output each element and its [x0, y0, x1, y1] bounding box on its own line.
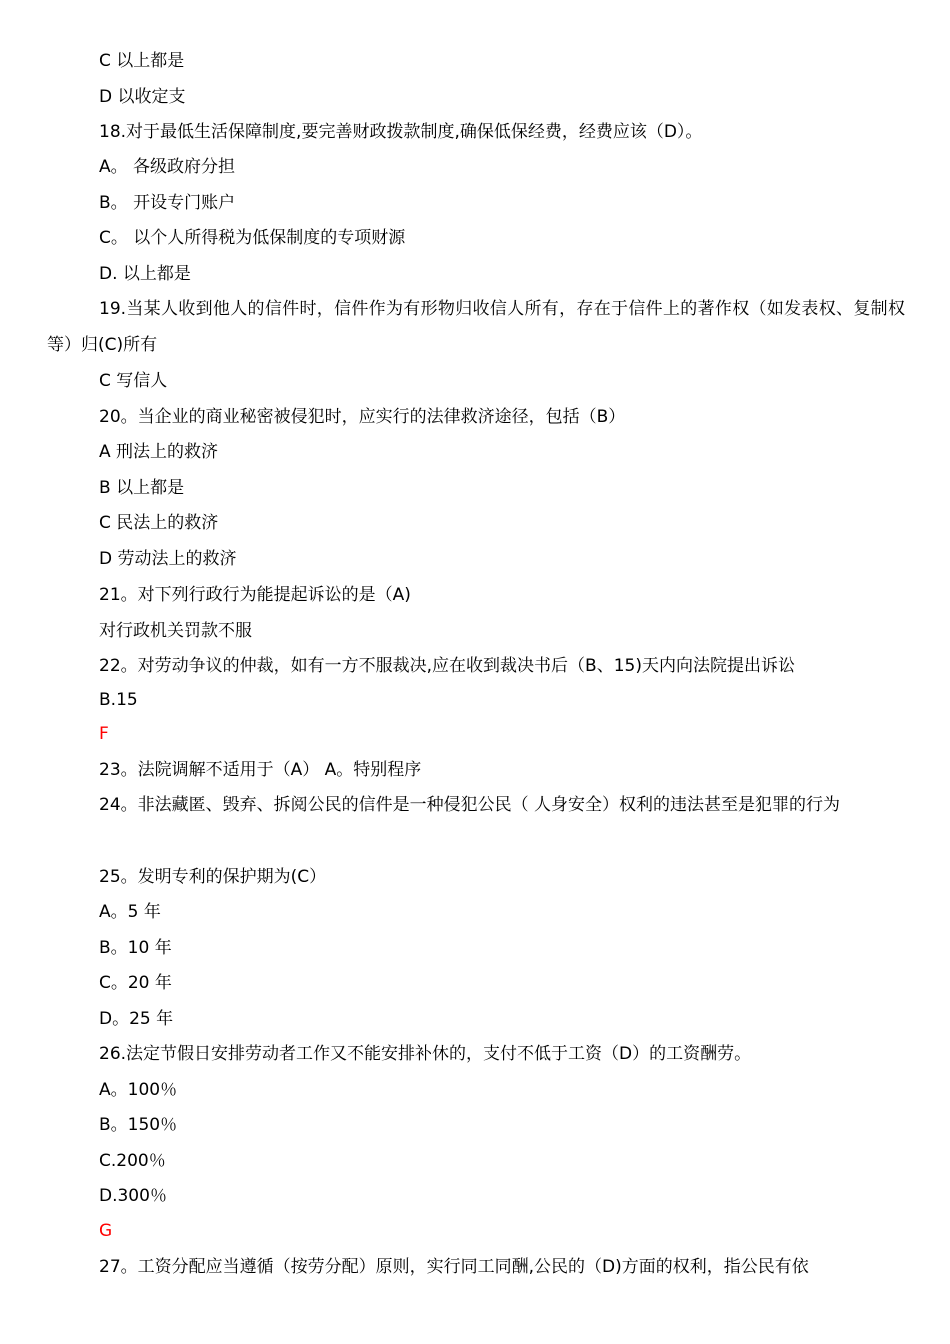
- q22-answer: B.15: [99, 690, 138, 710]
- q19-answer: C 写信人: [99, 371, 168, 391]
- question-25: 25。发明专利的保护期为(C）: [99, 867, 327, 887]
- q18-option-d: D. 以上都是: [99, 264, 191, 284]
- q25-option-a: A。5 年: [99, 902, 161, 922]
- question-20: 20。当企业的商业秘密被侵犯时，应实行的法律救济途径，包括（B）: [99, 407, 626, 427]
- option-d-line: D 以收定支: [99, 87, 186, 107]
- question-27: 27。工资分配应当遵循（按劳分配）原则，实行同工同酬,公民的（D)方面的权利，指公民有依: [99, 1257, 809, 1277]
- q25-option-d: D。25 年: [99, 1009, 174, 1029]
- q18-option-a: A。 各级政府分担: [99, 157, 236, 177]
- q20-option-d: D 劳动法上的救济: [99, 549, 237, 569]
- q18-option-c: C。 以个人所得税为低保制度的专项财源: [99, 228, 406, 248]
- q20-option-b: B 以上都是: [99, 478, 185, 498]
- option-c-line: C 以上都是: [99, 51, 185, 71]
- question-18: 18.对于最低生活保障制度,要完善财政拨款制度,确保低保经费，经费应该（D）。: [99, 122, 703, 142]
- section-marker-f: F: [99, 724, 109, 744]
- section-marker-g: G: [99, 1221, 113, 1241]
- question-24: 24。非法藏匿、毁弃、拆阅公民的信件是一种侵犯公民（ 人身安全）权利的违法甚至是犯罪的行为: [99, 795, 841, 815]
- q18-option-b: B。 开设专门账户: [99, 193, 236, 213]
- q26-option-d: D.300％: [99, 1186, 167, 1206]
- q26-option-c: C.200％: [99, 1151, 166, 1171]
- question-21: 21。对下列行政行为能提起诉讼的是（A): [99, 585, 411, 605]
- q20-option-c: C 民法上的救济: [99, 513, 219, 533]
- question-23: 23。法院调解不适用于（A） A。特别程序: [99, 760, 422, 780]
- question-26: 26.法定节假日安排劳动者工作又不能安排补休的，支付不低于工资（D）的工资酬劳。: [99, 1044, 752, 1064]
- q26-option-a: A。100％: [99, 1080, 178, 1100]
- q20-option-a: A 刑法上的救济: [99, 442, 219, 462]
- q25-option-c: C。20 年: [99, 973, 172, 993]
- q26-option-b: B。150％: [99, 1115, 178, 1135]
- q25-option-b: B。10 年: [99, 938, 172, 958]
- q21-answer: 对行政机关罚款不服: [99, 621, 252, 641]
- question-19: 19.当某人收到他人的信件时，信件作为有形物归收信人所有，存在于信件上的著作权（如发表权、复制权等）归(C)所有: [47, 299, 905, 355]
- question-22: 22。对劳动争议的仲裁，如有一方不服裁决,应在收到裁决书后（B、15)天内向法院提出诉讼: [99, 656, 795, 676]
